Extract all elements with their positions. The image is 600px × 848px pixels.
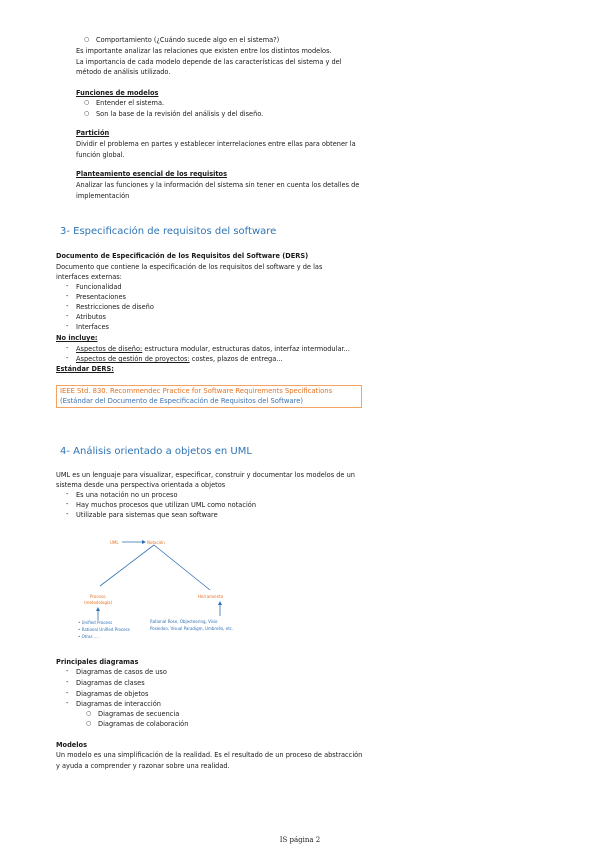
estandar-label: Estándar DERS: (56, 365, 114, 373)
uml-arrow-head (142, 540, 146, 544)
circle-bullet-icon: ○ (86, 720, 92, 727)
circle-bullet-icon: ○ (84, 36, 90, 43)
diagram-subtype-item: Diagramas de colaboración (98, 720, 189, 728)
dash-bullet-icon: - (66, 354, 69, 362)
funciones-item: Entender el sistema. (96, 99, 165, 107)
modelos-heading: Modelos (56, 741, 87, 749)
ieee-box (56, 385, 362, 408)
dash-bullet-icon: - (66, 699, 69, 707)
dash-bullet-icon: - (66, 292, 69, 300)
ieee-title: IEEE Std. 830. Recommendec Practice for Software Requirements Specifications (60, 387, 333, 395)
particion-line-2: función global. (76, 151, 125, 159)
uml-line-2: sistema desde una perspectiva orientada a objetos (56, 481, 226, 489)
ders-title: Documento de Especificación de los Requisitos del Software (DERS) (56, 252, 309, 260)
diagram-type-item: Diagramas de casos de uso (76, 668, 167, 676)
relations-paragraph: Es importante analizar las relaciones que existen entre los distintos modelos. (76, 47, 332, 55)
dash-bullet-icon: - (66, 490, 69, 498)
principales-heading: Principales diagramas (56, 658, 139, 666)
diagram-metodologia-label: (metodología) (84, 600, 113, 605)
diagram-proc-item: • Unified Process (78, 620, 113, 625)
diagram-tools-line-2: Poseidon, Visual Paradigm, Umbrello, etc. (150, 626, 234, 631)
ieee-subtitle: (Estándar del Documento de Especificación de Requisitos del Software) (60, 396, 304, 405)
excl-item-management (76, 354, 283, 364)
dash-bullet-icon: - (66, 689, 69, 697)
dash-bullet-icon: - (66, 302, 69, 310)
circle-bullet-icon: ○ (86, 710, 92, 717)
section-3-heading: 3- Especificación de requisitos del software (60, 226, 277, 237)
no-incluye-label: No incluye: (56, 334, 98, 342)
right-diagonal (154, 545, 210, 590)
diagram-herramienta-label: Herramienta (198, 594, 224, 599)
particion-line-1: Dividir el problema en partes y establecer interrelaciones entre ellas para obtener la (76, 140, 356, 148)
excl-text: costes, plazos de entrega... (189, 355, 283, 363)
excl-label: Aspectos de gestión de proyectos: (76, 355, 190, 363)
funciones-item: Son la base de la revisión del análisis y del diseño. (96, 110, 264, 118)
planteamiento-line-1: Analizar las funciones y la información del sistema sin tener en cuenta los detalles de (76, 181, 360, 189)
comportamiento-item: Comportamiento (¿Cuándo sucede algo en el sistema?) (96, 36, 280, 44)
dash-bullet-icon: - (66, 500, 69, 508)
ders-line-2: interfaces externas: (56, 273, 122, 281)
excl-text: estructura modular, estructuras datos, interfaz intermodular... (142, 345, 350, 353)
ders-item: Atributos (76, 313, 106, 321)
modelos-line-1: Un modelo es una simplificación de la realidad. Es el resultado de un proceso de abstracción (56, 751, 363, 759)
dash-bullet-icon: - (66, 678, 69, 686)
page-footer: IS página 2 (279, 836, 321, 844)
diagram-proc-item: • Otras .... (78, 634, 99, 639)
diagram-proc-item: • Rational Unified Process (78, 627, 130, 632)
uml-item: Utilizable para sistemas que sean software (76, 511, 218, 519)
planteamiento-heading: Planteamiento esencial de los requisitos (76, 170, 228, 178)
dash-bullet-icon: - (66, 510, 69, 518)
right-up-arrow-head (218, 601, 222, 605)
diagram-type-item: Diagramas de interacción (76, 700, 161, 708)
uml-item: Es una notación no un proceso (76, 491, 178, 499)
importance-line-2: método de análisis utilizado. (76, 68, 171, 76)
circle-bullet-icon: ○ (84, 110, 90, 117)
diagram-proceso-label: Proceso (90, 594, 106, 599)
uml-line-1: UML es un lenguaje para visualizar, especificar, construir y documentar los modelos de un (56, 471, 355, 479)
dash-bullet-icon: - (66, 667, 69, 675)
left-up-arrow-head (96, 607, 100, 611)
funciones-heading: Funciones de modelos (76, 89, 159, 97)
dash-bullet-icon: - (66, 322, 69, 330)
importance-line-1: La importancia de cada modelo depende de las características del sistema y del (76, 58, 342, 66)
left-diagonal (100, 545, 154, 586)
diagram-tools-line-1: Rational Rose, Objecteering, Visio (150, 619, 218, 624)
section-4-heading: 4- Análisis orientado a objetos en UML (60, 446, 252, 457)
diagram-uml-label: UML (110, 540, 119, 545)
diagram-type-item: Diagramas de clases (76, 679, 145, 687)
dash-bullet-icon: - (66, 312, 69, 320)
diagram-subtype-item: Diagramas de secuencia (98, 710, 180, 718)
excl-item-design (76, 344, 350, 354)
ders-item: Funcionalidad (76, 283, 122, 291)
ders-line-1: Documento que contiene la especificación de los requisitos del software y de las (56, 263, 323, 271)
modelos-line-2: y ayuda a comprender y razonar sobre una realidad. (56, 762, 230, 770)
circle-bullet-icon: ○ (84, 99, 90, 106)
diagram-type-item: Diagramas de objetos (76, 690, 149, 698)
excl-label: Aspectos de diseño: (76, 345, 143, 353)
ders-item: Presentaciones (76, 293, 126, 301)
ders-item: Interfaces (76, 323, 109, 331)
particion-heading: Partición (76, 129, 110, 137)
dash-bullet-icon: - (66, 344, 69, 352)
dash-bullet-icon: - (66, 282, 69, 290)
planteamiento-line-2: implementación (76, 192, 130, 200)
ders-item: Restricciones de diseño (76, 303, 154, 311)
uml-item: Hay muchos procesos que utilizan UML como notación (76, 501, 256, 509)
diagram-notacion-label: Notación (147, 540, 165, 545)
